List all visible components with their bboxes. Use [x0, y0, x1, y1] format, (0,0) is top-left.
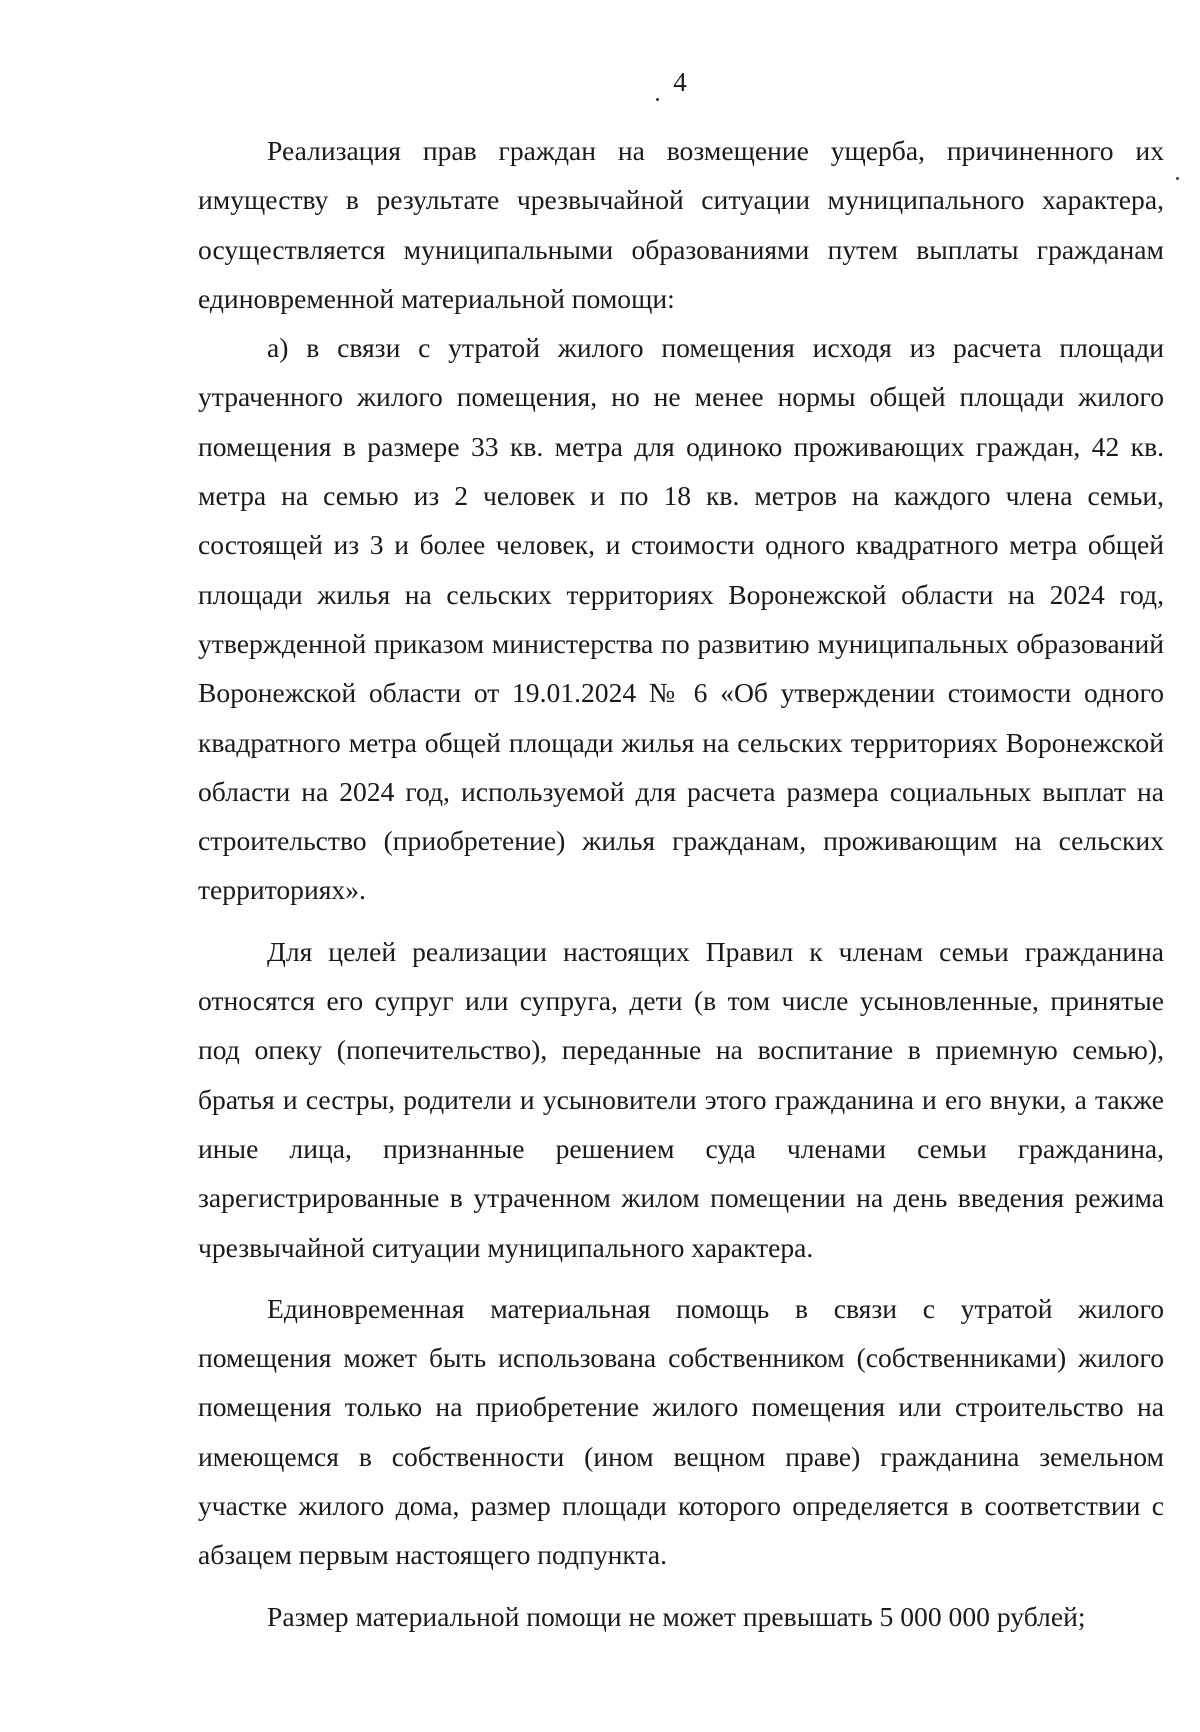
paragraph-family-members: Для целей реализации настоящих Правил к членам семьи гражданина относятся его супруг или супруга, дети (в том числе усыновленные, принятые под опеку (попечительство), переданные на воспитание в приемную семью), братья и сестры, родители и усыновители этого гражданина и его внуки, а также иные лица, признанные решением суда членами семьи гражданина, зарегистрированные в утраченном жилом помещении на день введения режима чрезвычайной ситуации муниципального характера.: [198, 935, 1164, 1263]
paragraph-item-a: а) в связи с утратой жилого помещения исходя из расчета площади утраченного жилого помещения, но не менее нормы общей площади жилого помещения в размере 33 кв. метра для одиноко проживающих граждан, 42 кв. метра на семью из 2 человек и по 18 кв. метров на каждого члена семьи, состоящей из 3 и более человек, и стоимости одного квадратного метра общей площади жилья на сельских территориях Воронежской области на 2024 год, утвержденной приказом министерства по развитию муниципальных образований Воронежской области от 19.01.2024 № 6 «Об утверждении стоимости одного квадратного метра общей площади жилья на сельских территориях Воронежской области на 2024 год, используемой для расчета размера социальных выплат на строительство (приобретение) жилья гражданам, проживающим на сельских территориях».: [198, 332, 1164, 906]
scan-speck: [1176, 177, 1179, 180]
document-body: [198, 126, 1164, 1641]
scan-speck: [656, 98, 659, 101]
paragraph-intro: Реализация прав граждан на возмещение ущерба, причиненного их имуществу в результате чрезвычайной ситуации муниципального характера, осуществляется муниципальными образованиями путем выплаты гражданам единовременной материальной помощи:: [198, 135, 1164, 314]
paragraph-usage: Единовременная материальная помощь в связи с утратой жилого помещения может быть использована собственником (собственниками) жилого помещения только на приобретение жилого помещения или строительство на имеющемся в собственности (ином вещном праве) гражданина земельном участке жилого дома, размер площади которого определяется в соответствии с абзацем первым настоящего подпункта.: [198, 1292, 1164, 1571]
page-number: 4: [673, 67, 687, 97]
paragraph-max-amount: Размер материальной помощи не может превышать 5 000 000 рублей;: [267, 1600, 1086, 1632]
